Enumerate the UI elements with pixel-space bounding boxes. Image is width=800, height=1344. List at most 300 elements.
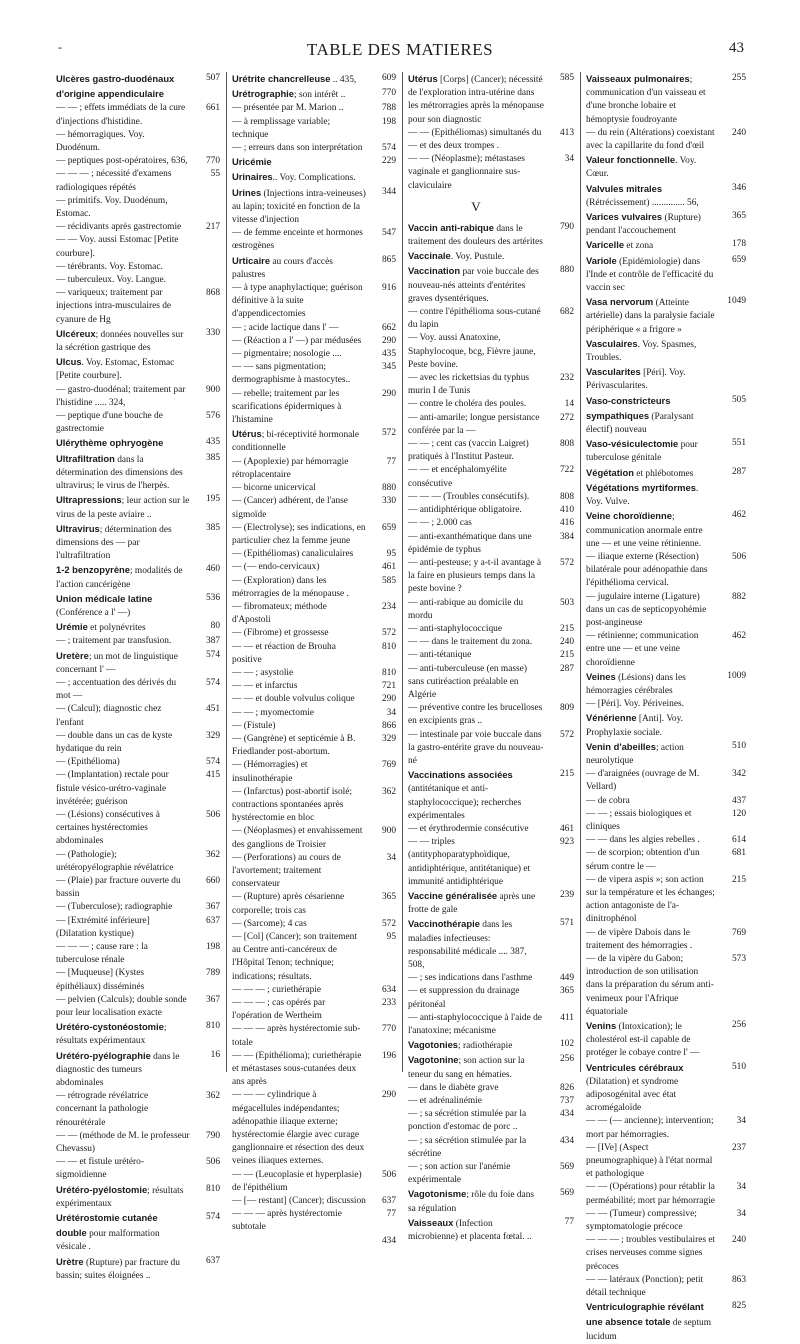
index-entry [408,972,574,985]
entry-headword: Urétéro-pyélostomie [56,1183,148,1195]
page-ref: 574 [205,757,220,768]
entry-headword: Varices vulvaires [586,211,663,223]
index-entry [232,997,396,1023]
index-entry [232,891,396,917]
entry-text: Vagotonisme; rôle du foie dans sa régulation [408,1188,535,1214]
entry-text: — de vipère Dabois dans le traitement des hémorragies . [586,927,693,951]
entry-text: Utérus [Corps] (Cancer); nécessité de l'exploration intra-utérine dans les métrorragies après la ménopause pour son diagnostic [408,73,544,125]
index-entry [408,221,574,249]
entry-text: — antidiphtérique obligatoire. [408,505,522,516]
entry-text: — peptique d'une bouche de gastrectomie [56,411,163,435]
entry-text: — — et double volvulus colique [232,694,355,705]
page-ref: 229 [381,156,396,167]
page-ref: 637 [205,1255,220,1266]
entry-text: — — — cylindrique à mégacellules indépendantes; adénopathie iliaque externe; hystérectomie élargie avec curage ganglionnaire et résection des deux veines iliaques externes. [232,1090,365,1167]
index-entry [56,221,220,234]
column-divider [402,72,403,1072]
entry-text: — — ; effets immédiats de la cure d'injections d'histidine. [56,103,186,127]
index-entry [232,322,396,335]
page-ref: 809 [559,703,574,714]
entry-headword: Vascularites [586,366,641,378]
index-entry [232,680,396,693]
entry-headword: Ulcus [56,356,82,368]
entry-text: — (Pathologie); urétéropyélographie révélatrice [56,849,174,873]
entry-headword: Vaccination [408,265,461,277]
index-entry [232,87,396,102]
page-ref: 290 [381,1090,396,1101]
index-entry [586,437,746,465]
page-ref: 916 [381,283,396,294]
index-entry [56,452,220,494]
page-ref: 178 [731,239,746,250]
entry-headword: Urticaire [232,254,271,266]
entry-text: — (Fistule) [232,720,276,731]
entry-text: Ultrafiltration dans la détermination des dimensions des ultravirus; le virus de l'herpès. [56,452,183,492]
page-ref: 198 [205,942,220,952]
entry-text: Vaccinothérapie dans les maladies infectieuses: responsabilité médicale .... 387, 508, [408,918,527,970]
index-entry [586,1115,746,1141]
page-ref: 215 [559,769,574,780]
entry-headword: Végétation [586,466,634,478]
entry-text: Vaccine généralisée après une frotte de gale [408,889,536,916]
index-entry [586,795,746,808]
index-entry [408,398,574,411]
entry-text: — anti-exanthématique dans une épidémie de typhus [408,531,532,555]
page-ref: 345 [381,362,396,373]
entry-text: — contre l'épithélioma sous-cutané du lapin [408,307,541,331]
entry-headword: Valvules mitrales [586,182,663,194]
entry-text: — contre le choléra des poules. [408,399,527,410]
entry-text: — — et infarctus [232,681,298,692]
page-ref: 434 [559,1109,574,1120]
page-ref: 362 [381,786,396,797]
page-ref: 34 [386,707,396,718]
page-ref: 722 [559,465,574,476]
index-entry [56,410,220,436]
page-ref: 507 [205,73,220,83]
entry-text: — tuberculeux. Voy. Langue. [56,275,166,286]
index-entry [408,1135,574,1161]
page-ref: 572 [559,729,574,740]
page-ref: 810 [205,1021,220,1032]
entry-text: Valeur fonctionnelle. Voy. Cœur. [586,154,697,180]
entry-text: — pigmentaire; nosologie .... [232,349,342,360]
page-ref: 788 [381,103,396,114]
page-ref: 770 [381,1024,396,1035]
index-entry [408,557,574,597]
page-ref: 536 [205,592,220,603]
index-entry [232,482,396,495]
page-ref: 232 [559,373,574,384]
entry-headword: Urétrographie [232,88,294,100]
index-entry [56,195,220,221]
entry-text: — double dans un cas de kyste hydatique du rein [56,730,173,754]
page-ref: 880 [559,265,574,276]
page-ref: 287 [731,466,746,477]
index-entry [586,808,746,834]
page-ref: 55 [210,169,220,180]
entry-text: Union médicale latine (Conférence a l' —) [56,592,153,618]
entry-headword: Uricémie [232,156,272,168]
page-ref: 14 [564,399,574,410]
entry-text: — — (Epithéliomas) simultanés du — et des deux trompes . [408,127,542,152]
page-ref: 346 [731,182,746,193]
index-column-4 [586,72,746,1344]
index-entry [56,563,220,591]
entry-text: Ulcéreux; données nouvelles sur la sécrétion gastrique des [56,327,184,354]
index-entry [56,649,220,677]
entry-text: Ultravirus; détermination des dimensions des — par l'ultrafiltration [56,522,172,562]
page-ref: 367 [205,994,220,1005]
index-entry [232,227,396,253]
entry-text: — (Plaie) par fracture ouverte du bassin [56,875,181,900]
index-entry [408,1187,574,1215]
page-ref: 865 [381,254,396,265]
page-ref: 34 [736,1116,746,1127]
page-ref: 460 [205,564,220,575]
page-ref: 365 [381,892,396,903]
entry-headword: Urétéro-cystonéostomie [56,1021,164,1033]
index-entry [232,1169,396,1195]
entry-text: — — ; 2.000 cas [408,518,472,529]
page-ref: 660 [205,875,220,886]
entry-headword: Valeur fonctionnelle [586,154,676,166]
entry-text: — rétinienne; communication entre une — et une veine choroïdienne [586,631,699,668]
index-entry [408,372,574,398]
entry-text: — — ; myomectomie [232,707,315,718]
entry-text: — jugulaire interne (Ligature) dans un cas de septicopyohémie post-angineuse [586,591,707,628]
page-ref: 215 [731,874,746,885]
entry-text: Venin d'abeilles; action neurolytique [586,740,684,766]
entry-text: Veines (Lésions) dans les hémorragies cérébrales [586,670,686,696]
page-ref: 770 [381,88,396,99]
entry-text: Vagotonies; radiothérapie [408,1039,513,1052]
page-ref: 365 [559,986,574,997]
entry-text: — anti-rabique au domicile du mordu [408,597,524,621]
entry-text: — (Calcul); diagnostic chez l'enfant [56,704,162,728]
index-entry [408,517,574,530]
page-ref: 574 [205,677,220,688]
entry-text: — présentée par M. Marion .. [232,103,344,114]
index-entry [56,1049,220,1091]
entry-text: — — (Néoplasme); métastases vaginale et ganglionnaire sus-claviculaire [408,154,525,191]
page-ref: 34 [564,154,574,165]
page-ref: 435 [381,349,396,360]
index-column-1 [56,72,220,1283]
entry-text: — ; acide lactique dans l' — [232,322,339,333]
entry-text: — — — ; nécessité d'examens radiologiques répétés [56,169,172,193]
page-ref: 1009 [727,670,746,681]
index-entry [586,670,746,698]
entry-headword: Vaccinothérapie [408,918,480,930]
page-ref: 506 [381,1169,396,1180]
entry-text: — — ; cent cas (vaccin Laigret) pratiqués à l'Institut Pasteur. [408,439,529,463]
index-entry [586,295,746,337]
entry-headword: Vaisseaux [408,1216,454,1228]
index-entry [56,274,220,287]
page-ref: 810 [381,667,396,678]
page-ref: 237 [731,1142,746,1153]
entry-text: — et suppression du drainage péritonéal [408,986,520,1010]
entry-text: — (Rupture) après césarienne corporelle; trois cas [232,892,345,916]
page-ref: 255 [731,73,746,83]
page-ref: 721 [381,681,396,692]
entry-text: Vasa nervorum (Atteinte artérielle) dans la paralysie faciale périphérique « a frigore » [586,296,715,335]
index-entry [408,1095,574,1108]
page-ref: 411 [560,1012,574,1023]
entry-headword: Vaccinations associées [408,769,513,781]
index-entry [586,551,746,591]
page-ref: 434 [381,1235,396,1246]
entry-text: Ventriculographie révélant une absence totale de septum lucidum [586,1301,712,1342]
page-ref: 290 [381,388,396,399]
index-entry [408,491,574,504]
entry-headword: Urétérostomie cutanée double [56,1212,158,1239]
index-entry [408,1082,574,1095]
page-ref: 900 [205,384,220,395]
index-entry [56,703,220,729]
page-ref: 365 [731,211,746,222]
page-ref: 574 [205,1212,220,1223]
index-entry [408,597,574,623]
entry-headword: Venin d'abeilles [586,740,656,752]
page-ref: 659 [731,254,746,265]
index-entry [586,874,746,927]
index-entry [56,102,220,128]
index-entry [232,759,396,785]
entry-headword: Urétrite chancrelleuse [232,73,331,84]
page-ref: 34 [386,852,396,863]
entry-text: — — (Tumeur) compressive; symptomatologie précoce [586,1208,697,1233]
index-entry [56,809,220,849]
entry-text: — — — après hystérectomie sub-totale [232,1024,361,1048]
index-entry [586,847,746,873]
index-entry [586,953,746,1019]
index-entry [586,509,746,551]
page-ref: 385 [205,522,220,533]
entry-text: — et adrénalinémie [408,1096,482,1107]
index-entry [408,1053,574,1081]
index-entry [232,733,396,759]
page-ref: 290 [381,335,396,346]
entry-headword: Utérus [408,73,438,84]
entry-text: Urticaire au cours d'accès palustres [232,254,333,280]
index-entry [232,335,396,348]
index-entry [56,592,220,620]
index-entry [232,1195,396,1208]
page-header [0,38,800,62]
index-entry [56,994,220,1020]
entry-text: — — — (Troubles consécutifs). [408,491,530,502]
page-ref: 77 [564,1216,574,1227]
index-entry [408,531,574,557]
index-entry [586,72,746,127]
entry-text: Valvules mitrales (Rétrécissement) .............. 56, [586,182,699,208]
entry-text: — d'araignées (ouvrage de M. Vellard) [586,769,700,793]
page-ref: 287 [559,663,574,674]
page-ref: 510 [731,1061,746,1072]
entry-text: — (Réaction a l' —) par médusées [232,335,362,346]
index-entry [408,264,574,306]
entry-headword: Ventricules cérébraux [586,1061,684,1073]
entry-text: Urétéro-pyélographie dans le diagnostic des tumeurs abdominales [56,1049,180,1089]
entry-text: — anti-staphylococcique [408,623,502,634]
index-entry [408,504,574,517]
index-entry [408,823,574,836]
entry-text: — (Tuberculose); radiographie [56,902,173,913]
page-ref: 95 [386,549,396,560]
entry-headword: Vaccinale [408,250,451,262]
index-entry [408,249,574,264]
index-entry [56,1090,220,1130]
index-entry [56,756,220,769]
index-entry [586,127,746,153]
page-ref: 416 [559,518,574,529]
entry-headword: Urines [232,186,262,198]
entry-text: Vaisseaux (Infection microbienne) et placenta fœtal. .. [408,1216,532,1243]
entry-text: — [Péri]. Voy. Périveines. [586,699,684,710]
index-entry [56,620,220,635]
header-mark: - [58,40,62,54]
entry-text: — [Col] (Cancer); son traitement au Centre anti-cancéreux de l'Hôpital Tenon; technique; indications; résultats. [232,932,357,982]
page-ref: 810 [205,1183,220,1194]
index-entry [232,693,396,706]
page-ref: 198 [381,116,396,127]
page-ref: 462 [731,510,746,521]
entry-text: Varicelle et zona [586,239,654,252]
entry-text: Vaccin anti-rabique dans le traitement des douleurs des artérites [408,221,543,248]
entry-text: 1-2 benzopyrène; modalités de l'action cancérigène [56,564,183,590]
page-ref: 102 [559,1039,574,1050]
page-ref: 585 [559,73,574,83]
page-ref: 637 [205,915,220,926]
entry-headword: Variole [586,254,617,266]
entry-text: — [— restant] (Cancer); discussion [232,1196,366,1207]
entry-text: Venins (Intoxication); le cholestérol est-il capable de protéger le cobaye contre l' — [586,1020,700,1059]
entry-headword: Uretère [56,649,89,661]
entry-text: — ; sa sécrétion stimulée par la sécrétine [408,1135,527,1159]
index-entry [232,282,396,322]
index-entry [232,142,396,155]
page-number: 43 [729,40,744,56]
entry-headword: Venins [586,1020,617,1032]
page-ref: 826 [559,1082,574,1093]
entry-text: — (Lésions) consécutives à certaines hystérectomies abdominales [56,809,160,847]
page-ref: 770 [205,156,220,167]
index-entry [56,436,220,451]
entry-text: — primitifs. Voy. Duodénum, Estomac. [56,195,168,220]
entry-text: — ; traitement par transfusion. [56,636,172,647]
page-ref: 637 [381,1196,396,1207]
entry-text: — anti-staphylococcique à l'aide de l'anatoxine; mécanisme [408,1012,542,1037]
page-ref: 551 [731,438,746,449]
page-ref: 34 [736,1182,746,1193]
index-entry [408,702,574,728]
page-ref: 1049 [727,296,746,307]
entry-text: Urines (Injections intra-veineuses) au lapin; toxicité en fonction de la vitesse d'injection [232,186,366,226]
index-entry [232,388,396,428]
page-ref: 609 [381,73,396,83]
entry-text: — à remplissage variable; technique [232,116,331,140]
entry-text: — bicorne unicervical [232,483,316,494]
page-ref: 576 [205,411,220,422]
entry-text: — — (Opérations) pour rétablir la perméabilité; mort par hémorragie [586,1182,715,1206]
entry-text: Vaccination par voie buccale des nouveau-nés atteints d'entérites graves dysentériques. [408,265,539,304]
index-entry [586,1234,746,1274]
entry-text: Vaccinations associées (antitétanique et anti-staphylococcique); recherches expérimentales [408,769,522,821]
index-entry [56,915,220,941]
page-ref: 449 [559,973,574,984]
index-entry [408,889,574,917]
entry-text: — (Electrolyse); ses indications, en particulier chez la femme jeune [232,522,366,546]
entry-text: — ; accentuation des dérivés du mot — [56,677,177,702]
page-ref: 385 [205,452,220,463]
page-ref: 868 [205,288,220,299]
entry-text: — du rein (Altérations) coexistant avec la capillarite du fond d'œil [586,127,715,152]
page-ref: 866 [381,720,396,731]
entry-headword: Vaisseaux pulmonaires [586,73,690,84]
entry-text: — [Extrémité inférieure] (Dilatation kystique) [56,915,150,939]
index-entry [586,254,746,296]
entry-text: — avec les rickettsias du typhus murin I de Tunis [408,373,530,397]
entry-headword: Urètre [56,1255,84,1267]
page-ref: 435 [205,437,220,448]
index-entry [232,186,396,228]
page-ref: 863 [731,1274,746,1285]
page-ref: 240 [731,127,746,138]
index-entry [56,1020,220,1048]
index-entry [56,677,220,703]
index-entry [408,1216,574,1244]
section-letter [408,199,574,215]
entry-text: — — (méthode de M. le professeur Chevassu) [56,1130,190,1155]
entry-text: — — latéraux (Ponction); petit détail technique [586,1274,704,1299]
index-entry [56,168,220,194]
index-entry [56,355,220,383]
index-entry [586,365,746,393]
entry-text: — (Implantation) rectale pour fistule vésico-urétro-vaginale invétérée; guérison [56,770,169,807]
page-ref: 573 [731,954,746,964]
index-entry [56,287,220,327]
index-entry [56,730,220,756]
entry-text: — à type anaphylactique; guérison définitive à la suite d'appendicectomies [232,283,363,320]
entry-text: — ; erreurs dans son interprétation [232,143,363,154]
page-ref: 290 [381,694,396,705]
entry-headword: Veines [586,670,616,682]
entry-headword: Ventriculographie révélant une absence totale [586,1301,704,1328]
index-entry [232,1089,396,1168]
entry-text: Variole (Epidémiologie) dans l'Inde et contrôle de l'efficacité du vaccin sec [586,254,714,294]
entry-text: Végétation et phlébotomes [586,466,694,479]
page-ref: 769 [731,927,746,938]
entry-text: — gastro-duodénal; traitement par l'histidine ..... 324, [56,384,186,408]
page-ref: 462 [731,631,746,642]
page-ref: 362 [205,1091,220,1102]
entry-headword: Ultrafiltration [56,452,115,464]
page-ref: 240 [731,1235,746,1246]
page-ref: 272 [559,412,574,423]
entry-text: Utérus; bi-réceptivité hormonale conditionnelle [232,428,360,454]
entry-headword: Vénérienne [586,712,637,724]
index-column-2 [232,72,396,1246]
entry-text: — — Voy. aussi Estomac [Petite courbure]. [56,235,179,259]
page-ref: 234 [381,601,396,612]
page-ref: 737 [559,1096,574,1107]
page-ref: 882 [731,591,746,602]
entry-text: — anti-amarile; longue persistance conférée par la — [408,412,540,436]
page-ref: 769 [381,760,396,771]
entry-text: — térébrants. Voy. Estomac. [56,261,163,272]
